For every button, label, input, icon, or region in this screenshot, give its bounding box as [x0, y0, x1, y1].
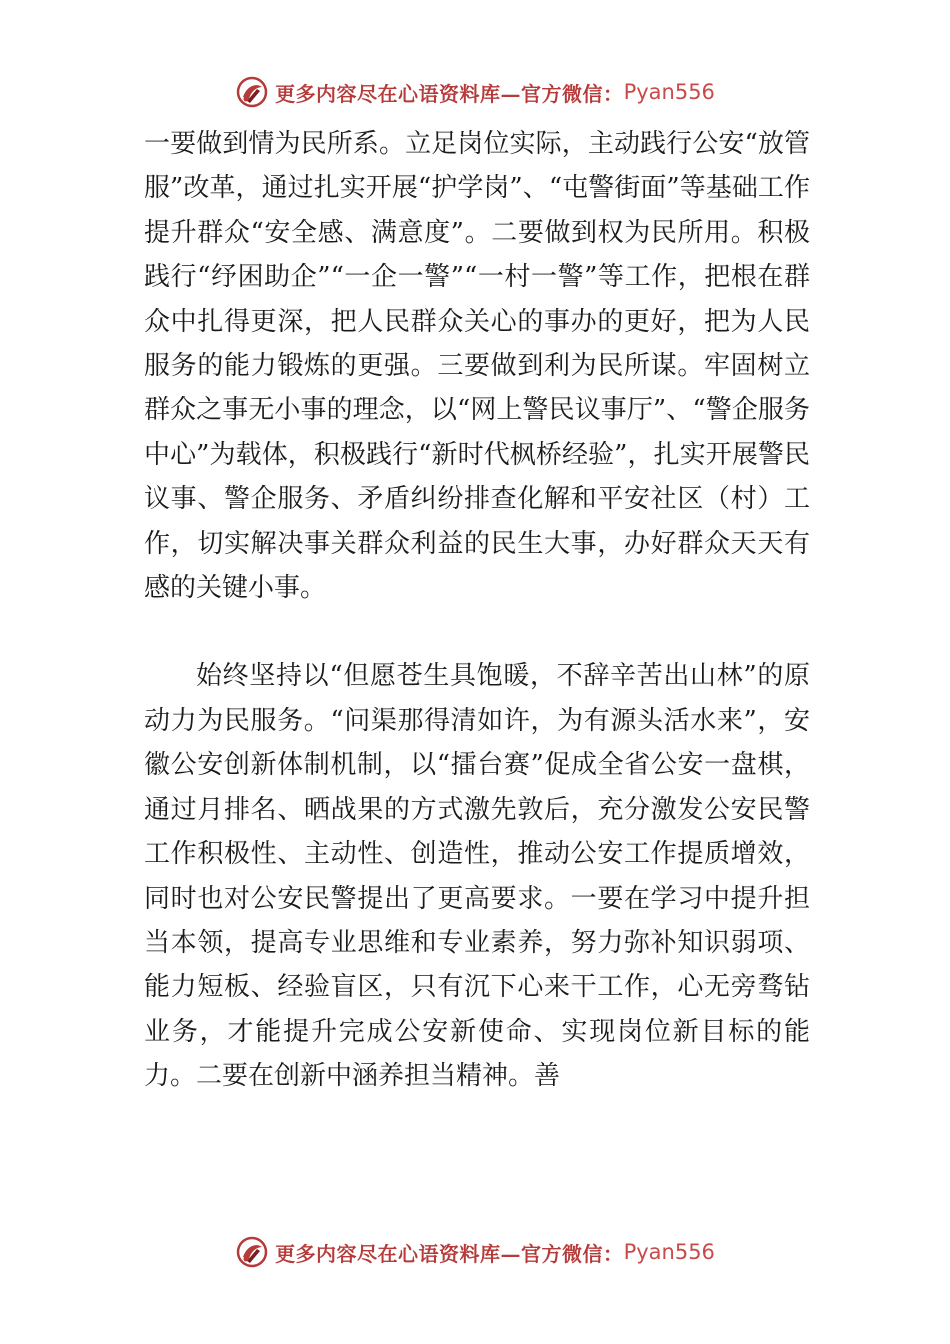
paragraph-2: 始终坚持以“但愿苍生具饱暖，不辞辛苦出山林”的原动力为民服务。“问渠那得清如许，为有源头活水来”，安徽公安创新体制机制，以“擂台赛”促成全省公安一盘棋，通过月排名、晒战果的方式激先敦后，充分激发公安民警工作积极性、主动性、创造性，推动公安工作提质增效，同时也对公安民警提出了更高要求。一要在学习中提升担当本领，提高专业思维和专业素养，努力弥补知识弱项、能力短板、经验盲区，只有沉下心来干工作，心无旁骛钻业务，才能提升完成公安新使命、实现岗位新目标的能力。二要在创新中涵养担当精神。善 — [144, 661, 810, 1092]
seal-logo-icon — [235, 1235, 269, 1269]
banner-wechat-id: Pyan556 — [623, 1240, 715, 1264]
seal-logo-icon — [235, 75, 269, 109]
footer-banner — [0, 1232, 950, 1272]
banner-text: 更多内容尽在心语资料库—官方微信： — [275, 81, 624, 106]
document-body — [144, 122, 810, 1099]
paragraph-1: 一要做到情为民所系。立足岗位实际，主动践行公安“放管服”改革，通过扎实开展“护学岗”、“屯警街面”等基础工作提升群众“安全感、满意度”。二要做到权为民所用。积极践行“纾困助企”“一企一警”“一村一警”等工作，把根在群众中扎得更深，把人民群众关心的事办的更好，把为人民服务的能力锻炼的更强。三要做到利为民所谋。牢固树立群众之事无小事的理念，以“网上警民议事厅”、“警企服务中心”为载体，积极践行“新时代枫桥经验”，扎实开展警民议事、警企服务、矛盾纠纷排查化解和平安社区（村）工作，切实解决事关群众利益的民生大事，办好群众天天有感的关键小事。 — [144, 129, 810, 604]
banner-wechat-id: Pyan556 — [623, 80, 715, 104]
banner-text: 更多内容尽在心语资料库—官方微信： — [275, 1241, 624, 1266]
header-banner — [0, 72, 950, 112]
